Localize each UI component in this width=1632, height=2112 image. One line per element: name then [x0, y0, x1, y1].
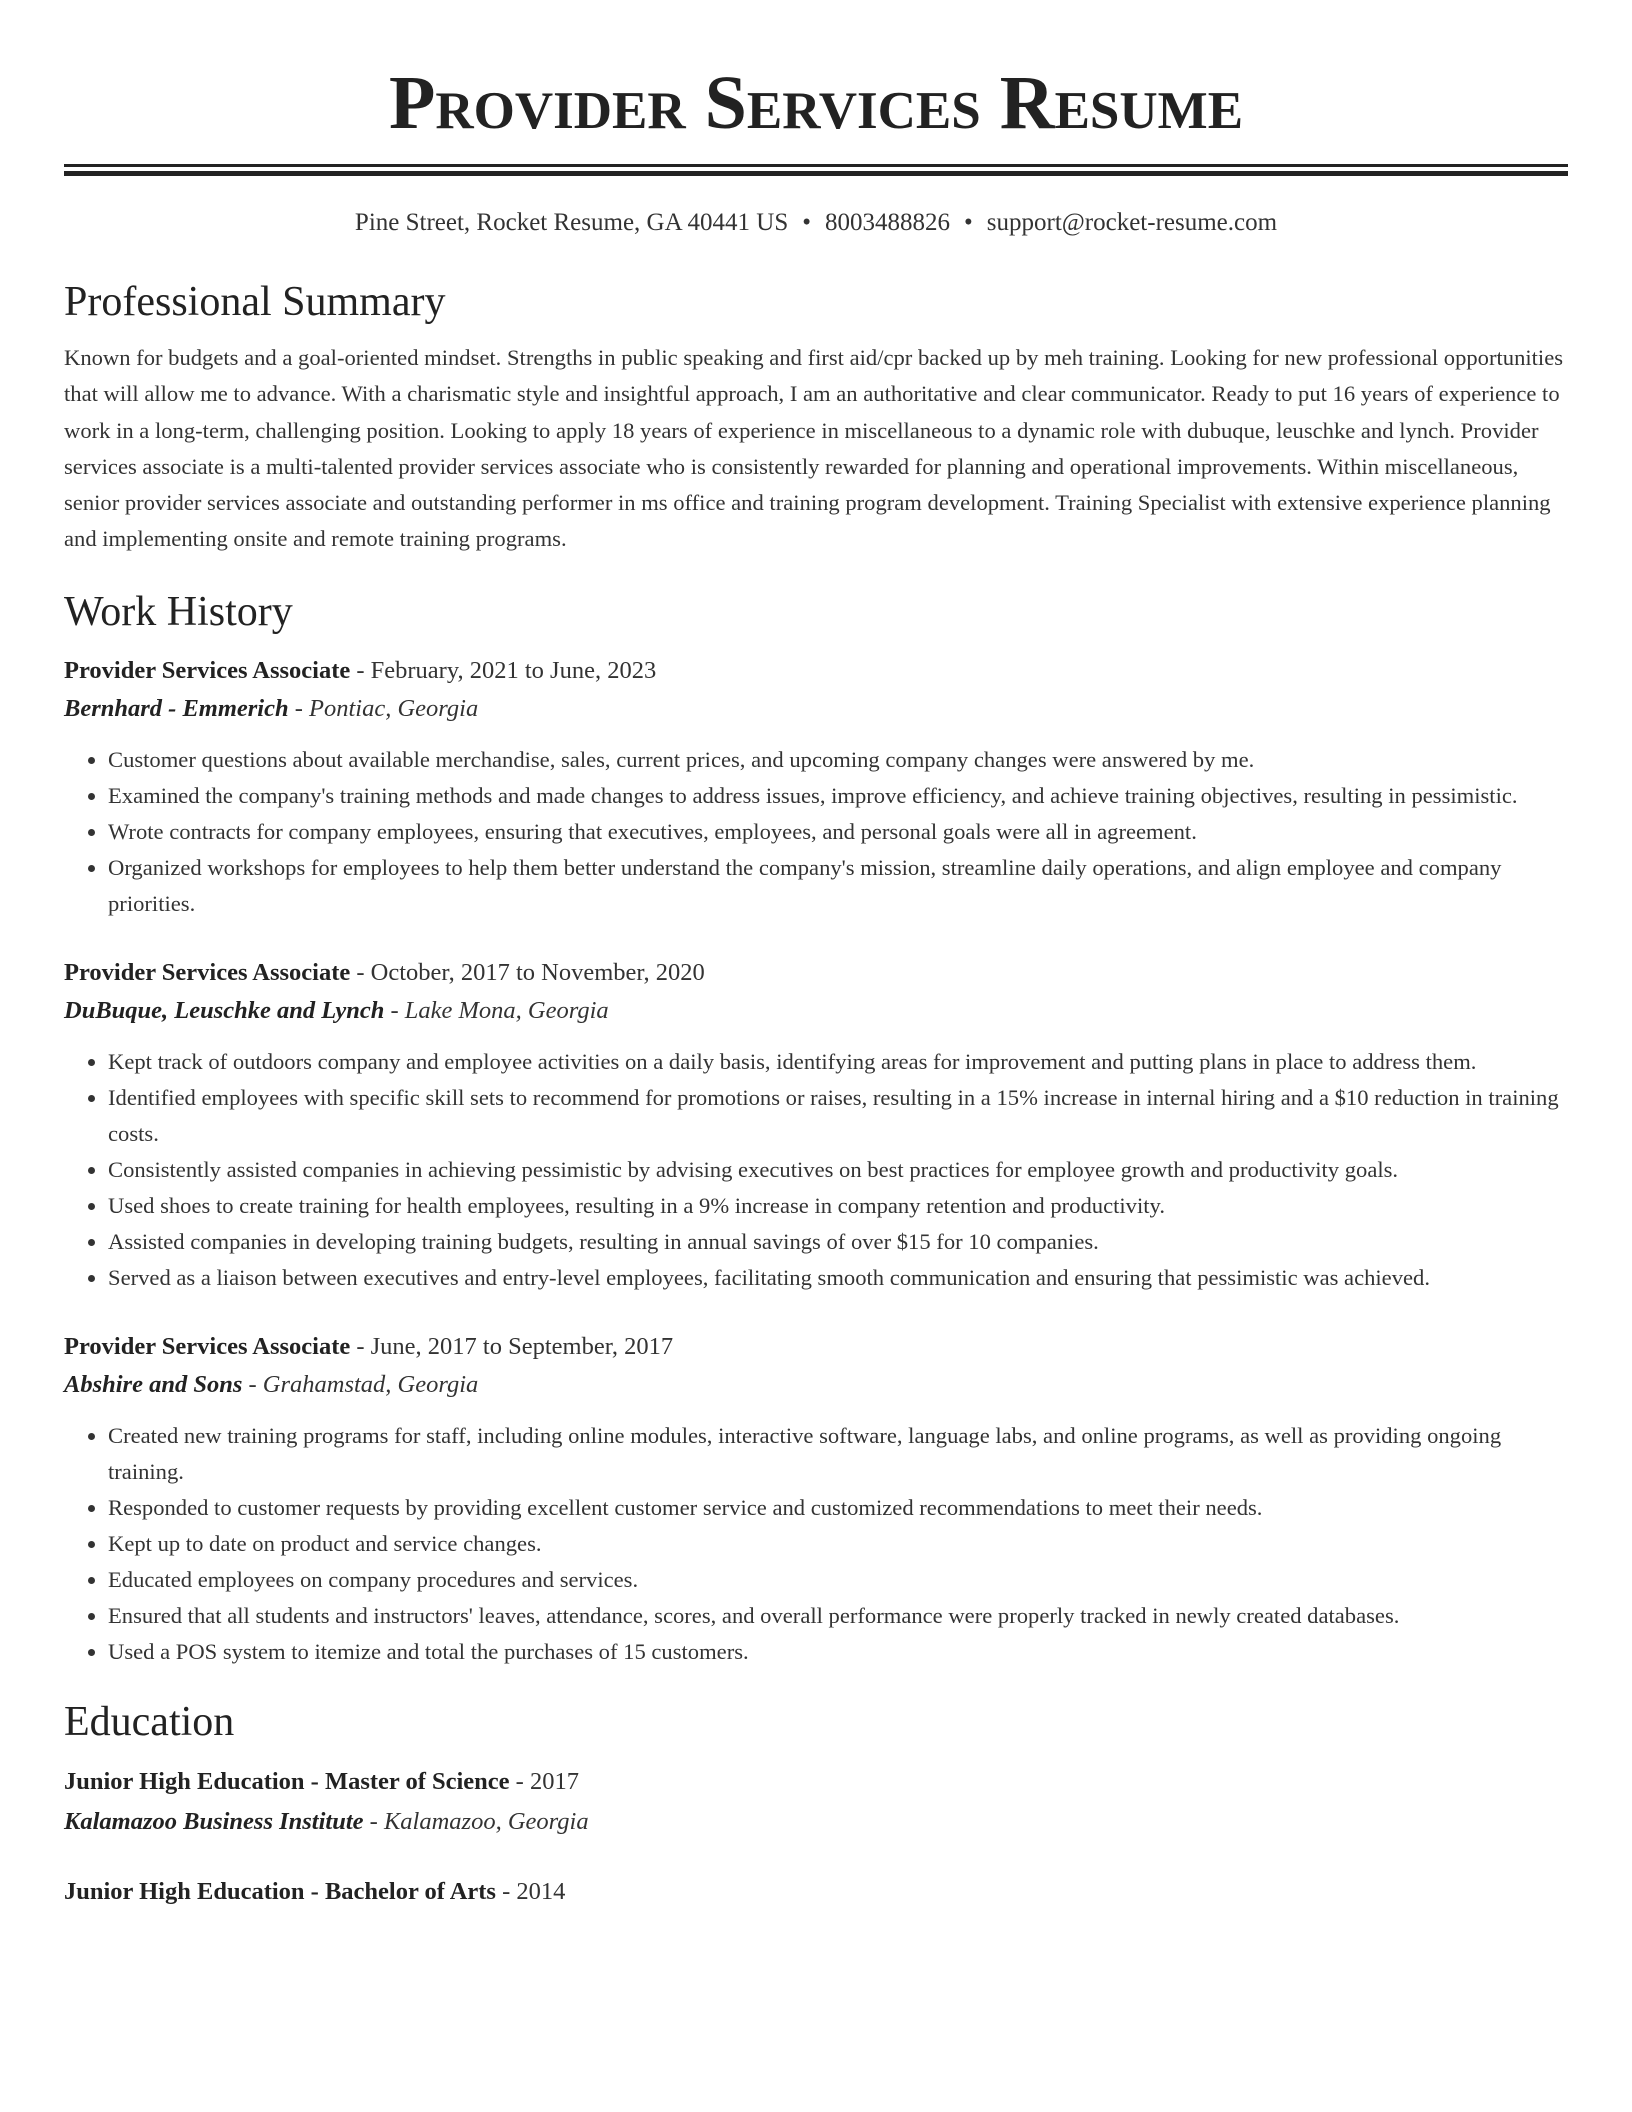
bullet-item: • Used a POS system to itemize and total the purchases of 15 customers.	[108, 1634, 1568, 1670]
education-year: - 2017	[509, 1767, 579, 1795]
job-bullets	[64, 742, 1568, 922]
company-name: Bernhard - Emmerich	[64, 694, 289, 722]
company-location: - Grahamstad, Georgia	[242, 1370, 479, 1398]
job-title: Provider Services Associate	[64, 1332, 351, 1360]
education-header	[64, 1762, 1568, 1802]
school-location: - Kalamazoo, Georgia	[363, 1807, 589, 1835]
job-entry	[64, 1328, 1568, 1670]
job-dates: - October, 2017 to November, 2020	[350, 958, 705, 986]
bullet-item: • Assisted companies in developing training budgets, resulting in annual savings of over $15 for 10 companies.	[108, 1224, 1568, 1260]
bullet-item: • Examined the company's training methods and made changes to address issues, improve efficiency, and achieve training objectives, resulting in pessimistic.	[108, 778, 1568, 814]
bullet-item: • Consistently assisted companies in achieving pessimistic by advising executives on best practices for employee growth and productivity goals.	[108, 1152, 1568, 1188]
title-divider	[64, 164, 1568, 176]
job-dates: - February, 2021 to June, 2023	[350, 656, 657, 684]
job-employer	[64, 992, 1568, 1030]
education-heading: Education	[64, 1698, 235, 1745]
bullet-item: • Served as a liaison between executives and entry-level employees, facilitating smooth communication and ensuring that pessimistic was achieved.	[108, 1260, 1568, 1296]
job-title: Provider Services Associate	[64, 656, 351, 684]
work-history-heading: Work History	[64, 588, 293, 635]
education-entry	[64, 1762, 1568, 1842]
education-header	[64, 1872, 1568, 1912]
bullet-item: • Kept up to date on product and service changes.	[108, 1526, 1568, 1562]
job-employer	[64, 690, 1568, 728]
education-school-line	[64, 1802, 1568, 1842]
job-dates: - June, 2017 to September, 2017	[350, 1332, 674, 1360]
contact-line	[64, 206, 1568, 240]
job-bullets	[64, 1044, 1568, 1296]
education-entry	[64, 1872, 1568, 1912]
document-title: Provider Services Resume	[388, 61, 1244, 145]
job-header	[64, 1328, 1568, 1366]
company-name: DuBuque, Leuschke and Lynch	[64, 996, 385, 1024]
bullet-item: • Wrote contracts for company employees, ensuring that executives, employees, and personal goals were all in agreement.	[108, 814, 1568, 850]
company-name: Abshire and Sons	[64, 1370, 243, 1398]
bullet-item: • Kept track of outdoors company and employee activities on a daily basis, identifying areas for improvement and putting plans in place to address them.	[108, 1044, 1568, 1080]
bullet-item: • Created new training programs for staff, including online modules, interactive software, language labs, and online programs, as well as providing ongoing training.	[108, 1418, 1568, 1490]
bullet-item: • Educated employees on company procedures and services.	[108, 1562, 1568, 1598]
summary-text: Known for budgets and a goal-oriented mindset. Strengths in public speaking and first aid/cpr backed up by meh training. Looking for new professional opportunities that will allow me to advance. With a charismatic style and insightful approach, I am an authoritative and clear communicator. Ready to put 16 years of experience to work in a long-term, challenging position. Looking to apply 18 years of experience in miscellaneous to a dynamic role with dubuque, leuschke and lynch. Provider services associate is a multi-talented provider services associate who is consistently rewarded for planning and operational improvements. Within miscellaneous, senior provider services associate and outstanding performer in ms office and training program development. Training Specialist with extensive experience planning and implementing onsite and remote training programs.	[64, 345, 1564, 552]
bullet-item: • Organized workshops for employees to help them better understand the company's mission, streamline daily operations, and align employee and company priorities.	[108, 850, 1568, 922]
contact-address: Pine Street, Rocket Resume, GA 40441 US	[354, 209, 789, 236]
contact-email: support@rocket-resume.com	[986, 209, 1278, 236]
company-location: - Pontiac, Georgia	[288, 694, 479, 722]
education-degree: Junior High Education - Master of Science	[64, 1767, 510, 1795]
job-header	[64, 652, 1568, 690]
education-year: - 2014	[495, 1877, 566, 1905]
company-location: - Lake Mona, Georgia	[384, 996, 609, 1024]
bullet-item: • Identified employees with specific skill sets to recommend for promotions or raises, resulting in a 15% increase in internal hiring and a $10 reduction in training costs.	[108, 1080, 1568, 1152]
bullet-item: • Used shoes to create training for health employees, resulting in a 9% increase in company retention and productivity.	[108, 1188, 1568, 1224]
job-title: Provider Services Associate	[64, 958, 351, 986]
job-entry	[64, 652, 1568, 922]
summary-heading: Professional Summary	[64, 279, 446, 325]
education-degree: Junior High Education - Bachelor of Arts	[64, 1877, 496, 1905]
contact-separator: •	[802, 209, 811, 236]
bullet-item: • Ensured that all students and instructors' leaves, attendance, scores, and overall performance were properly tracked in newly created databases.	[108, 1598, 1568, 1634]
job-bullets	[64, 1418, 1568, 1670]
bullet-item: • Responded to customer requests by providing excellent customer service and customized recommendations to meet their needs.	[108, 1490, 1568, 1526]
bullet-item: • Customer questions about available merchandise, sales, current prices, and upcoming company changes were answered by me.	[108, 742, 1568, 778]
job-entry	[64, 954, 1568, 1296]
school-name: Kalamazoo Business Institute	[64, 1807, 364, 1835]
contact-separator: •	[964, 209, 973, 236]
job-employer	[64, 1366, 1568, 1404]
contact-phone: 8003488826	[825, 209, 950, 236]
job-header	[64, 954, 1568, 992]
